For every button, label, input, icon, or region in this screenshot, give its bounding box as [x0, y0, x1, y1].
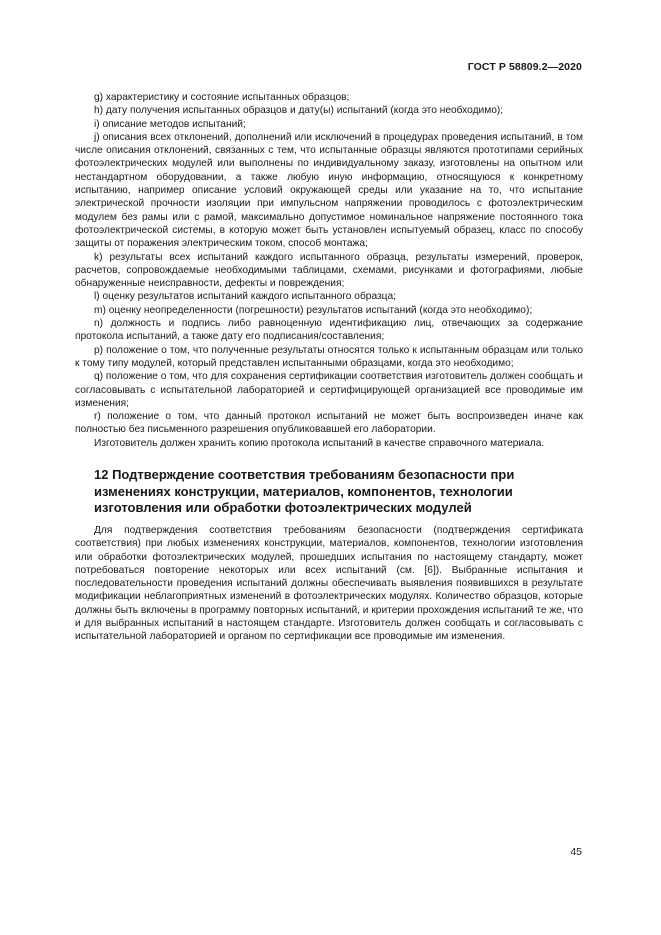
section-12-body: Для подтверждения соответствия требованиям безопасности (подтверждения сертификата соответствия) при любых изменениях конструкции, материалов, компонентов, технологии изготовления или обработки фотоэлектрических модулей, прошедших испытания по настоящему стандарту, может потребоваться повторение некоторых или всех испытаний (см. [6]). Выбранные испытания и последовательности проведения испытаний должны обеспечивать выявления появившихся в результате модификации неблагоприятных изменений в фотоэлектрических модулях. Количество образцов, которые должны быть включены в программу повторных испытаний, и критерии прохождения испытаний те же, что и для выбранных испытаний в настоящем стандарте. Изготовитель должен сообщать и согласовывать с испытательной лабораторией и органом по сертификации все проводимые им изменения. [75, 525, 583, 643]
list-item-k: k) результаты всех испытаний каждого испытанного образца, результаты измерений, проверок, расчетов, сопровождаемые необходимыми таблицами, схемами, рисунками и фотографиями, любые обнаруженные неисправности, дефекты и повреждения; [75, 251, 583, 290]
list-item-n: n) должность и подпись либо равноценную идентификацию лиц, отвечающих за содержание протокола испытаний, а также дату его подписания/составления; [75, 318, 583, 343]
list-item-j: j) описания всех отклонений, дополнений или исключений в процедурах проведения испытаний, в том числе описания отклонений, связанных с тем, что испытанные образцы являются прототипами серийных фотоэлектрических модулей или выполнены по индивидуальному заказу, изготовлены на опытном или нестандартном оборудовании, а также любую иную информацию, относящуюся к конкретному испытанию, например описание условий окружающей среды или указание на то, что испытание электрической прочности изоляции при импульсном напряжении проводилось с фотоэлектрическим модулем без рамы или с рамой, максимально допустимое номинальное напряжение постоянного тока фотоэлектрической системы, в которую может быть установлен испытуемый образец, класс по способу защиты от поражения электрическим током, способ монтажа; [75, 131, 583, 250]
list-item-m: m) оценку неопределенности (погрешности) результатов испытаний (когда это необходимо); [94, 304, 533, 316]
storage-requirement-paragraph: Изготовитель должен хранить копию протокола испытаний в качестве справочного материала. [94, 437, 545, 449]
list-item-q: q) положение о том, что для сохранения сертификации соответствия изготовитель должен сообщать и согласовывать с испытательной лабораторией и сертифицирующей организацией все проводимые им изменения; [75, 371, 583, 409]
page-number: 45 [570, 846, 582, 858]
list-item-l: l) оценку результатов испытаний каждого испытанного образца; [94, 291, 397, 303]
list-item-p: p) положение о том, что полученные результаты относятся только к испытанным образцам или только к тому типу модулей, который представлен испытанными образцами, когда это необходимо; [75, 344, 583, 369]
list-item-r: r) положение о том, что данный протокол испытаний не может быть воспроизведен иначе как полностью без письменного разрешения опубликовавшей его лаборатории. [75, 411, 583, 436]
standard-code-header: ГОСТ Р 58809.2—2020 [467, 61, 582, 73]
list-item-h: h) дату получения испытанных образцов и дату(ы) испытаний (когда это необходимо); [94, 105, 504, 117]
list-item-g: g) характеристику и состояние испытанных образцов; [94, 92, 350, 103]
list-item-i: i) описание методов испытаний; [94, 118, 246, 130]
section-12-heading: 12 Подтверждение соответствия требованиям безопасности при изменениях конструкции, материалов, компонентов, технологии изготовления или обработки фотоэлектрических модулей [94, 467, 515, 515]
report-requirements-list [75, 91, 583, 450]
